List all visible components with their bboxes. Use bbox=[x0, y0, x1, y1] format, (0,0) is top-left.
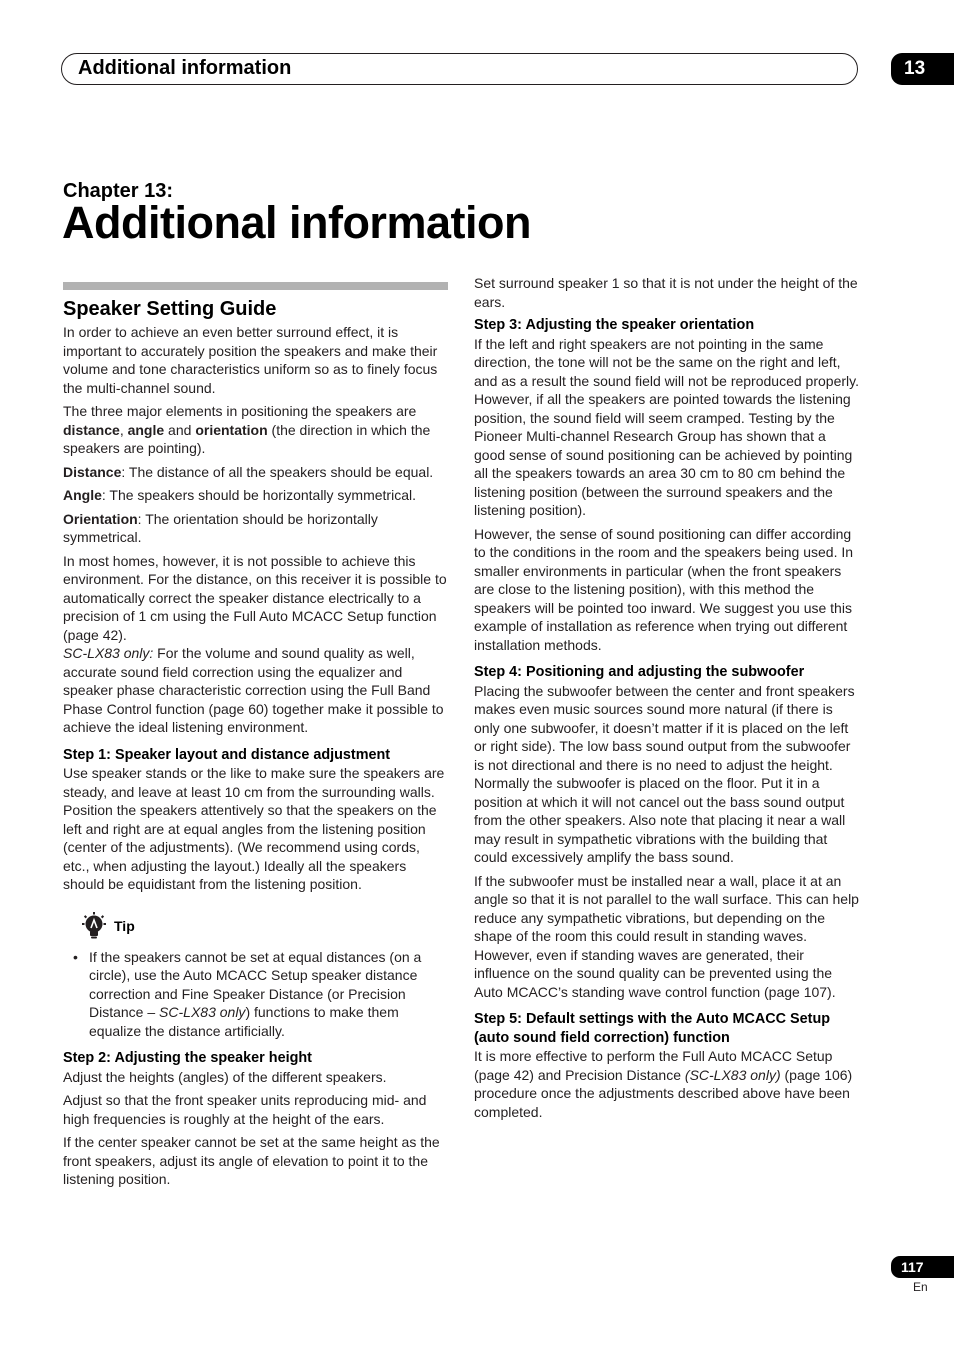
text-span: ) functions to make them equalize the distance artificially. bbox=[89, 1004, 399, 1039]
surround-speaker-note: Set surround speaker 1 so that it is not under the height of the ears. bbox=[474, 275, 858, 310]
step3-heading: Step 3: Adjusting the speaker orientation bbox=[474, 317, 755, 333]
sc-lx83-paragraph bbox=[63, 644, 449, 737]
elements-paragraph bbox=[63, 402, 449, 458]
orientation-definition bbox=[63, 510, 449, 547]
angle-definition bbox=[63, 486, 449, 505]
chapter-title: Additional information bbox=[62, 197, 531, 248]
step5-text bbox=[474, 1047, 860, 1121]
section-title: Speaker Setting Guide bbox=[63, 298, 277, 320]
lightbulb-icon bbox=[79, 912, 109, 942]
definition-term: Distance bbox=[63, 463, 122, 480]
page-number: 117 bbox=[891, 1256, 954, 1278]
bold-term: angle bbox=[127, 421, 165, 438]
step4-text-2: If the subwoofer must be installed near a wall, place it at an angle so that it is not parallel to the wall surface. This can help reduce any sympathetic vibrations, but depending on the shape of the room this could result in standing waves. However, even if standing waves are generated, their influence on the sound quality can be prevented using the Auto MCACC’s standing wave control function (page 107). bbox=[474, 872, 859, 1000]
tip-header bbox=[79, 912, 449, 942]
text-span: If the speakers cannot be set at equal distances (on a circle), use the Auto MCACC Setup speaker distance correction and Fine Speaker Distance (or Precision Distance – bbox=[89, 948, 422, 1020]
tip-item bbox=[73, 948, 449, 1041]
running-header bbox=[61, 53, 858, 85]
text-span: It is more effective to perform the Full Auto MCACC Setup (page 42) and Precision Distance bbox=[474, 1048, 833, 1083]
step1-heading: Step 1: Speaker layout and distance adjustment bbox=[63, 746, 391, 763]
step3-text-2: However, the sense of sound positioning can differ according to the conditions in the room and the speakers being used. In smaller environments in particular (when the front speakers are close to the listening position), with this method the speakers will be pointed too inward. We suggest you use this example of installation as reference when trying out different installation methods. bbox=[474, 525, 854, 653]
definition-text: : The speakers should be horizontally symmetrical. bbox=[101, 487, 416, 503]
text-span: For the volume and sound quality as well, accurate sound field correction using the equalizer and speaker phase characteristic correction using the Full Band Phase Control function (page 60) together make it possible to achieve the ideal listening environment. bbox=[63, 645, 444, 735]
step2-text-3: If the center speaker cannot be set at the same height as the front speakers, adjust its angle of elevation to point it to the listening position. bbox=[63, 1134, 440, 1187]
chapter-number-tab: 13 bbox=[891, 53, 954, 85]
step2-heading: Step 2: Adjusting the speaker height bbox=[63, 1050, 312, 1066]
step2-text-2: Adjust so that the front speaker units reproducing mid- and high frequencies is roughly at the height of the ears. bbox=[63, 1092, 427, 1127]
homes-paragraph: In most homes, however, it is not possible to achieve this environment. For the distance, on this receiver it is possible to automatically correct the speaker distance electrically to a precision of 1 cm using the Full Auto MCACC Setup function (page 42). bbox=[63, 552, 447, 643]
step4-text-1: Placing the subwoofer between the center and front speakers makes even music sources sound more natural (if there is only one subwoofer, it doesn’t matter if it is placed on the left or right side). The low bass sound output from the subwoofer is not directional and there is no need to adjust the height. Normally the subwoofer is placed on the floor. Put it in a position at which it will not cancel out the bass sound output from the other speakers. Also note that placing it near a wall may result in sympathetic vibrations with the building that could excessively amplify the bass sound. bbox=[474, 682, 855, 865]
step1-text: Use speaker stands or the like to make sure the speakers are steady, and leave at least 10 cm from the surrounding walls. Position the speakers attentively so that the speakers on the left and right are at equal angles from the listening position (center of the adjustments). (We recommend using cords, etc., when adjusting the layout.) Ideally all the speakers should be equidistant from the listening position. bbox=[63, 765, 445, 892]
model-note: (SC-LX83 only) bbox=[684, 1066, 781, 1083]
step5-heading: Step 5: Default settings with the Auto MCACC Setup (auto sound field correction) function bbox=[474, 1011, 831, 1046]
step2-text-1: Adjust the heights (angles) of the different speakers. bbox=[63, 1068, 387, 1085]
model-note: SC-LX83 only bbox=[159, 1004, 246, 1020]
step4-heading: Step 4: Positioning and adjusting the subwoofer bbox=[474, 664, 805, 680]
bold-term: orientation bbox=[195, 421, 268, 438]
step3-text-1: If the left and right speakers are not pointing in the same direction, the tone will not be the same on the right and left, and as a result the sound field will not be reproduced properly. However, if all the speakers are pointed towards the listening position, the sound field will seem cramped. Testing by the Pioneer Multi-channel Research Group has shown that a good sense of sound positioning can be achieved by pointing all the speakers towards an area 30 cm to 80 cm behind the listening position (between the surround speakers and the listening position). bbox=[474, 335, 859, 518]
text-span: (the direction in which the speakers are pointing). bbox=[63, 421, 431, 456]
chapter-label: Chapter 13: bbox=[63, 180, 174, 202]
distance-definition bbox=[63, 463, 449, 482]
running-header-title: Additional information bbox=[78, 57, 292, 79]
definition-term: Angle bbox=[63, 487, 102, 503]
text-span: , bbox=[119, 421, 128, 438]
tip-label: Tip bbox=[114, 918, 135, 935]
language-code: En bbox=[913, 1280, 928, 1294]
tip-list bbox=[73, 948, 449, 1041]
intro-paragraph: In order to achieve an even better surround effect, it is important to accurately position the speakers and make their volume and tone characteristics uniform so as to finely focus the multi-channel sound. bbox=[63, 324, 438, 396]
bold-term: distance bbox=[63, 421, 120, 438]
definition-term: Orientation bbox=[63, 510, 138, 527]
text-span: The three major elements in positioning the speakers are bbox=[63, 403, 417, 419]
left-column bbox=[63, 282, 449, 1194]
section-divider-bar bbox=[63, 282, 448, 290]
definition-text: : The distance of all the speakers should be equal. bbox=[121, 463, 434, 480]
right-column bbox=[474, 274, 860, 1126]
model-note: SC-LX83 only: bbox=[63, 645, 154, 661]
text-span: and bbox=[164, 421, 196, 438]
text-span: (page 106) procedure once the adjustments described above have been completed. bbox=[474, 1066, 853, 1120]
definition-text: : The orientation should be horizontally symmetrical. bbox=[63, 510, 378, 545]
